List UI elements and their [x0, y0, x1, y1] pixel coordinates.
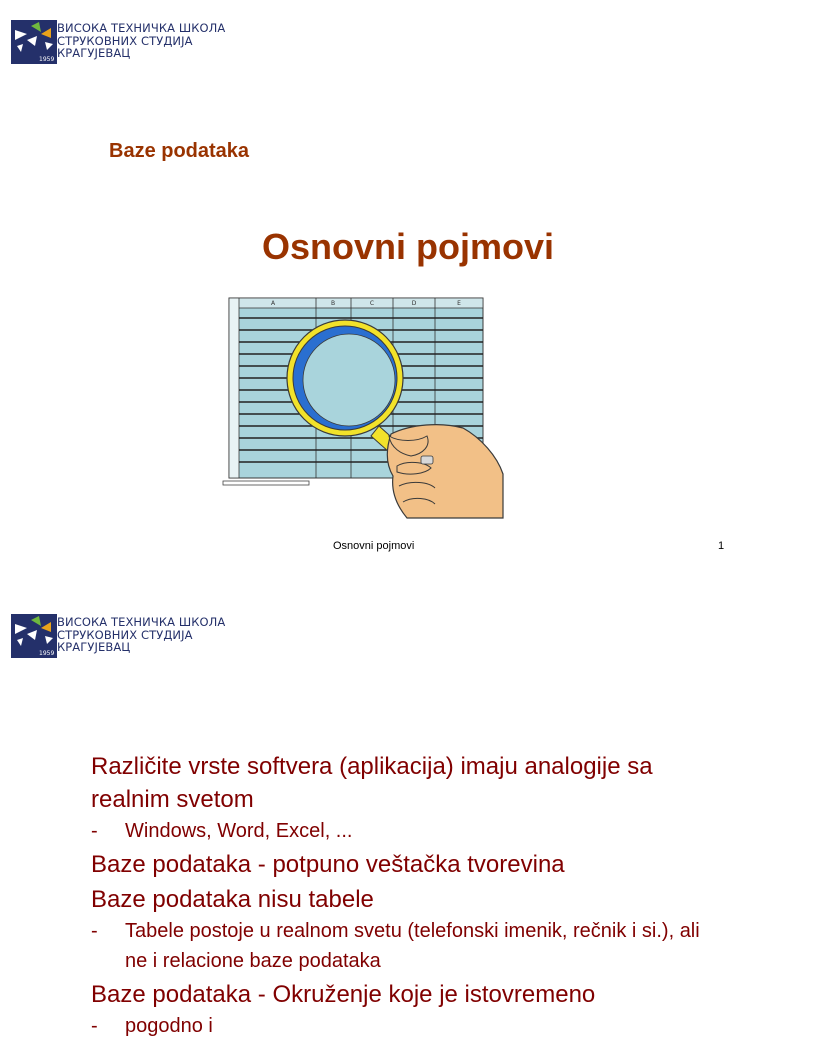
bullet-item: Različite vrste softvera (aplikacija) imaju analogije sa realnim svetom — [91, 753, 653, 813]
sub-bullet-dash: - — [91, 920, 98, 942]
bullet-item: Baze podataka nisu tabele — [91, 886, 374, 913]
school-name-line2: СТРУКОВНИХ СТУДИЈА — [57, 33, 193, 48]
page-number: 1 — [718, 540, 725, 552]
sub-bullet-item — [91, 1011, 711, 1041]
school-name-line3: КРАГУЈЕВАЦ — [57, 640, 131, 654]
column-header-c: C — [369, 300, 375, 307]
bullet-item: Baze podataka - Okruženje koje je istovremeno — [91, 981, 596, 1008]
slide-title: Osnovni pojmovi — [261, 226, 555, 267]
sub-bullet-item — [91, 816, 711, 846]
school-name-line1: ВИСОКА ТЕХНИЧКА ШКОЛА — [57, 615, 226, 629]
school-name-line3: КРАГУЈЕВАЦ — [57, 46, 131, 60]
sub-bullet-text: Tabele postoje u realnom svetu (telefonski imenik, rečnik i si.), ali ne i relacione baze podataka — [125, 920, 700, 972]
course-name: Baze podataka — [109, 140, 250, 162]
sub-bullet-text: pogodno i — [125, 1015, 213, 1037]
school-name-line1: ВИСОКА ТЕХНИЧКА ШКОЛА — [57, 21, 226, 35]
column-header-b: B — [330, 300, 336, 307]
bullet-list — [91, 750, 711, 1041]
spreadsheet-magnifier-illustration — [221, 296, 505, 518]
column-header-e: E — [457, 300, 461, 307]
sub-bullet-text: Windows, Word, Excel, ... — [125, 820, 353, 842]
logo-year: 1959 — [39, 650, 55, 657]
column-header-a: A — [270, 300, 276, 307]
school-emblem-icon — [11, 614, 57, 658]
school-name — [57, 616, 225, 654]
sub-bullet-dash: - — [91, 820, 98, 842]
school-name — [57, 22, 225, 60]
logo-year: 1959 — [39, 56, 55, 63]
school-logo — [11, 20, 241, 66]
bullet-item: Baze podataka - potpuno veštačka tvorevina — [91, 851, 565, 878]
sub-bullet-item — [91, 916, 711, 976]
slide-footer: Osnovni pojmovi — [333, 540, 415, 552]
school-emblem-icon — [11, 20, 57, 64]
column-header-d: D — [411, 300, 417, 307]
hand-icon — [387, 425, 503, 518]
school-name-line2: СТРУКОВНИХ СТУДИЈА — [57, 627, 193, 642]
slide-2 — [0, 590, 768, 1037]
sub-bullet-dash: - — [91, 1015, 98, 1037]
school-logo — [11, 614, 241, 660]
